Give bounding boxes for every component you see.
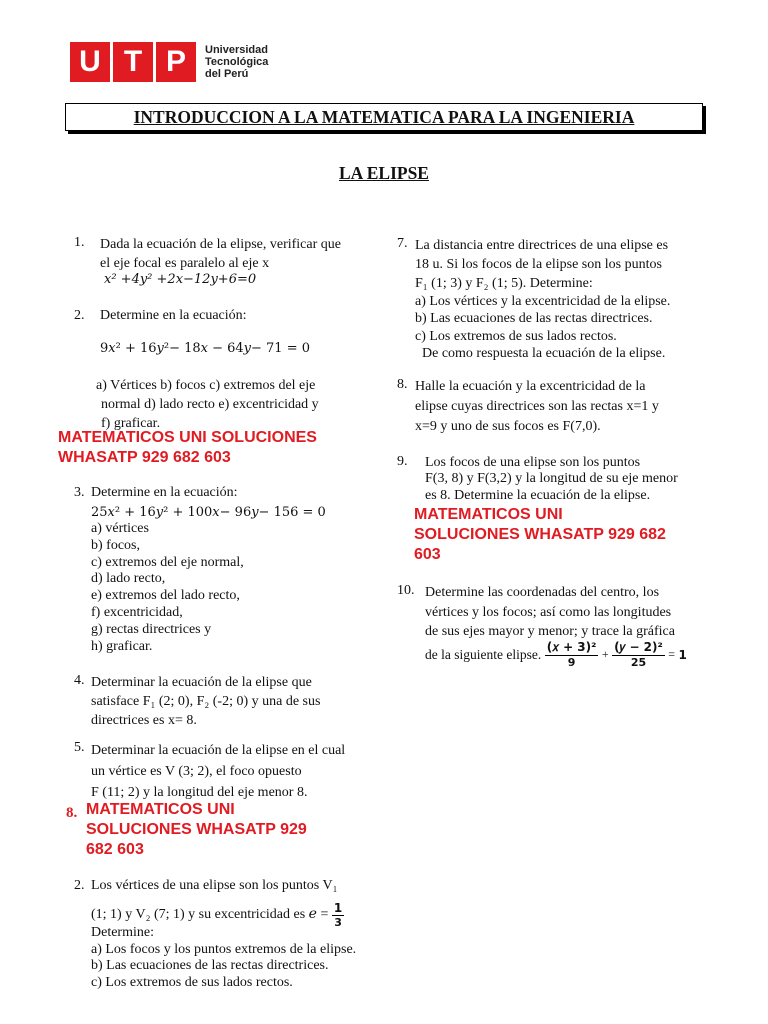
problem-2b-item: b) Las ecuaciones de las rectas directrices.	[91, 958, 329, 973]
promo-banner-3	[414, 505, 666, 565]
problem-2-parts	[96, 376, 370, 433]
problem-3-item: e) extremos del lado recto,	[91, 588, 240, 604]
problem-9-line: es 8. Determine la ecuación de la elipse.	[425, 487, 651, 503]
problem-4-line: satisface F₁ (2; 0), F₂ (-2; 0) y una de sus	[91, 694, 321, 709]
problem-2b-line-2-text: (1; 1) y V₂ (7; 1) y su excentricidad es 𝑒 =	[91, 907, 329, 923]
problem-8-line: Halle la ecuación y la excentricidad de la	[415, 379, 646, 394]
problem-4-line: Determinar la ecuación de la elipse que	[91, 675, 312, 690]
institution-line-2: Tecnológica	[205, 56, 269, 68]
problem-1-line: Dada la ecuación de la elipse, verificar que	[100, 237, 341, 252]
promo-line: 603	[414, 546, 441, 563]
plus-sign: +	[601, 647, 609, 661]
problem-7-line: c) Los extremos de sus lados rectos.	[415, 328, 617, 344]
problem-5-line: Determinar la ecuación de la elipse en el cual	[91, 743, 346, 758]
problem-2b-number: 2.	[74, 878, 85, 893]
problem-3-item: g) rectas directrices y	[91, 621, 212, 637]
problem-5-text	[91, 740, 370, 803]
logo-letter-u: U	[70, 42, 110, 82]
promo-banner-1	[58, 428, 317, 468]
problem-2-part-line: normal d) lado recto e) excentricidad y	[101, 397, 319, 412]
problem-7-line: 18 u. Si los focos de la elipse son los puntos	[415, 257, 662, 272]
problem-5-line: F (11; 2) y la longitud del eje menor 8.	[91, 785, 308, 800]
promo-line: MATEMATICOS UNI SOLUCIONES	[58, 429, 317, 446]
ellipse-fraction-x	[545, 640, 599, 669]
problem-8-line: elipse cuyas directrices son las rectas x=1 y	[415, 399, 659, 414]
promo-line: WHASATP 929 682 603	[58, 449, 231, 466]
problem-3-number: 3.	[74, 485, 85, 500]
problem-3-equation: 25𝑥² + 16𝑦² + 100𝑥− 96𝑦− 156 = 0	[91, 505, 326, 520]
problem-10-last-text: de la siguiente elipse.	[425, 646, 542, 662]
promo-line: 682 603	[86, 841, 144, 858]
problem-8-line: x=9 y uno de sus focos es F(7,0).	[415, 419, 601, 434]
problem-2-part-line: f) graficar.	[101, 416, 161, 431]
problem-9-text	[425, 454, 697, 504]
promo-line: SOLUCIONES WHASATP 929 682	[414, 526, 666, 543]
logo-letter-p: P	[156, 42, 196, 82]
problem-2-equation: 9𝑥² + 16𝑦²− 18𝑥 − 64𝑦− 71 = 0	[100, 341, 311, 356]
problem-2b-item: c) Los extremos de sus lados rectos.	[91, 974, 293, 990]
problem-8-number: 8.	[397, 377, 408, 392]
problem-7-line: De como respuesta la ecuación de la elipse.	[415, 345, 666, 361]
institution-line-3: del Perú	[205, 68, 249, 80]
utp-logo	[70, 42, 196, 82]
problem-2-text: Determine en la ecuación:	[100, 308, 247, 323]
fraction-denominator: 25	[630, 656, 647, 669]
problem-10-number: 10.	[397, 583, 415, 598]
problem-7-number: 7.	[397, 236, 408, 251]
problem-2b-items	[91, 925, 356, 991]
ellipse-fraction-y	[612, 640, 665, 669]
fraction-numerator: (𝑦 − 2)²	[614, 640, 663, 654]
promo-number-8: 8.	[66, 805, 78, 821]
problem-1-line: el eje focal es paralelo al eje x	[100, 256, 270, 271]
fraction-denominator: 3	[334, 916, 342, 929]
problem-5-number: 5.	[74, 740, 85, 755]
promo-line: SOLUCIONES WHASATP 929	[86, 821, 307, 838]
problem-4-line: directrices es x= 8.	[91, 713, 197, 728]
problem-9-line: F(3, 8) y F(3,2) y la longitud de su eje menor	[425, 471, 678, 486]
problem-7-line: F₁ (1; 3) y F₂ (1; 5). Determine:	[415, 276, 593, 291]
problem-3-item: d) lado recto,	[91, 571, 166, 587]
problem-10-line: de sus ejes mayor y menor; y trace la gráfica	[425, 624, 675, 639]
fraction-numerator: (𝑥 + 3)²	[546, 640, 597, 654]
promo-banner-2	[86, 800, 307, 860]
institution-line-1: Universidad	[205, 44, 268, 56]
problem-3-item: c) extremos del eje normal,	[91, 554, 244, 570]
problem-7-text	[415, 236, 698, 362]
promo-line: MATEMATICOS UNI	[86, 801, 235, 818]
equation-rhs: 1	[678, 647, 687, 662]
course-title: INTRODUCCION A LA MATEMATICA PARA LA INGENIERIA	[65, 103, 703, 131]
equals-sign: =	[668, 647, 676, 661]
problem-9-line: Los focos de una elipse son los puntos	[425, 455, 641, 470]
problem-7-line: a) Los vértices y la excentricidad de la elipse.	[415, 294, 671, 309]
problem-2b-item: a) Los focos y los puntos extremos de la elipse.	[91, 941, 357, 957]
problem-3-item: h) graficar.	[91, 638, 153, 654]
problem-7-line: b) Las ecuaciones de las rectas directrices.	[415, 311, 653, 327]
problem-3-item: b) focos,	[91, 537, 140, 553]
problem-3-item: a) vértices	[91, 521, 149, 536]
problem-1-equation: x² +4y² +2x−12y+6=0	[104, 272, 257, 287]
problem-10-equation-line	[425, 640, 687, 669]
logo-letter-t: T	[113, 42, 153, 82]
problem-2-number: 2.	[74, 308, 85, 323]
problem-10-line: Determine las coordenadas del centro, los	[425, 585, 660, 600]
page-subtitle: LA ELIPSE	[339, 163, 429, 183]
problem-2-part-line: a) Vértices b) focos c) extremos del eje	[96, 378, 316, 393]
problem-4-text	[91, 673, 370, 730]
problem-10-text	[425, 583, 697, 642]
problem-4-number: 4.	[74, 673, 85, 688]
problem-3-text: Determine en la ecuación:	[91, 485, 238, 500]
problem-3-item: f) excentricidad,	[91, 604, 183, 620]
promo-line: MATEMATICOS UNI	[414, 506, 563, 523]
problem-3-items	[91, 521, 244, 655]
problem-1-number: 1.	[74, 235, 85, 250]
institution-name	[205, 44, 268, 80]
fraction-denominator: 9	[567, 656, 576, 669]
problem-10-line: vértices y los focos; así como las longitudes	[425, 604, 672, 620]
problem-7-line: La distancia entre directrices de una elipse es	[415, 238, 669, 253]
problem-8-text	[415, 377, 697, 437]
problem-2b-item: Determine:	[91, 925, 154, 940]
problem-2b-line-1: Los vértices de una elipse son los puntos V₁	[91, 878, 338, 893]
problem-1-text	[100, 235, 370, 273]
problem-9-number: 9.	[397, 454, 408, 469]
problem-5-line: un vértice es V (3; 2), el foco opuesto	[91, 764, 302, 779]
fraction-numerator: 1	[333, 901, 343, 915]
